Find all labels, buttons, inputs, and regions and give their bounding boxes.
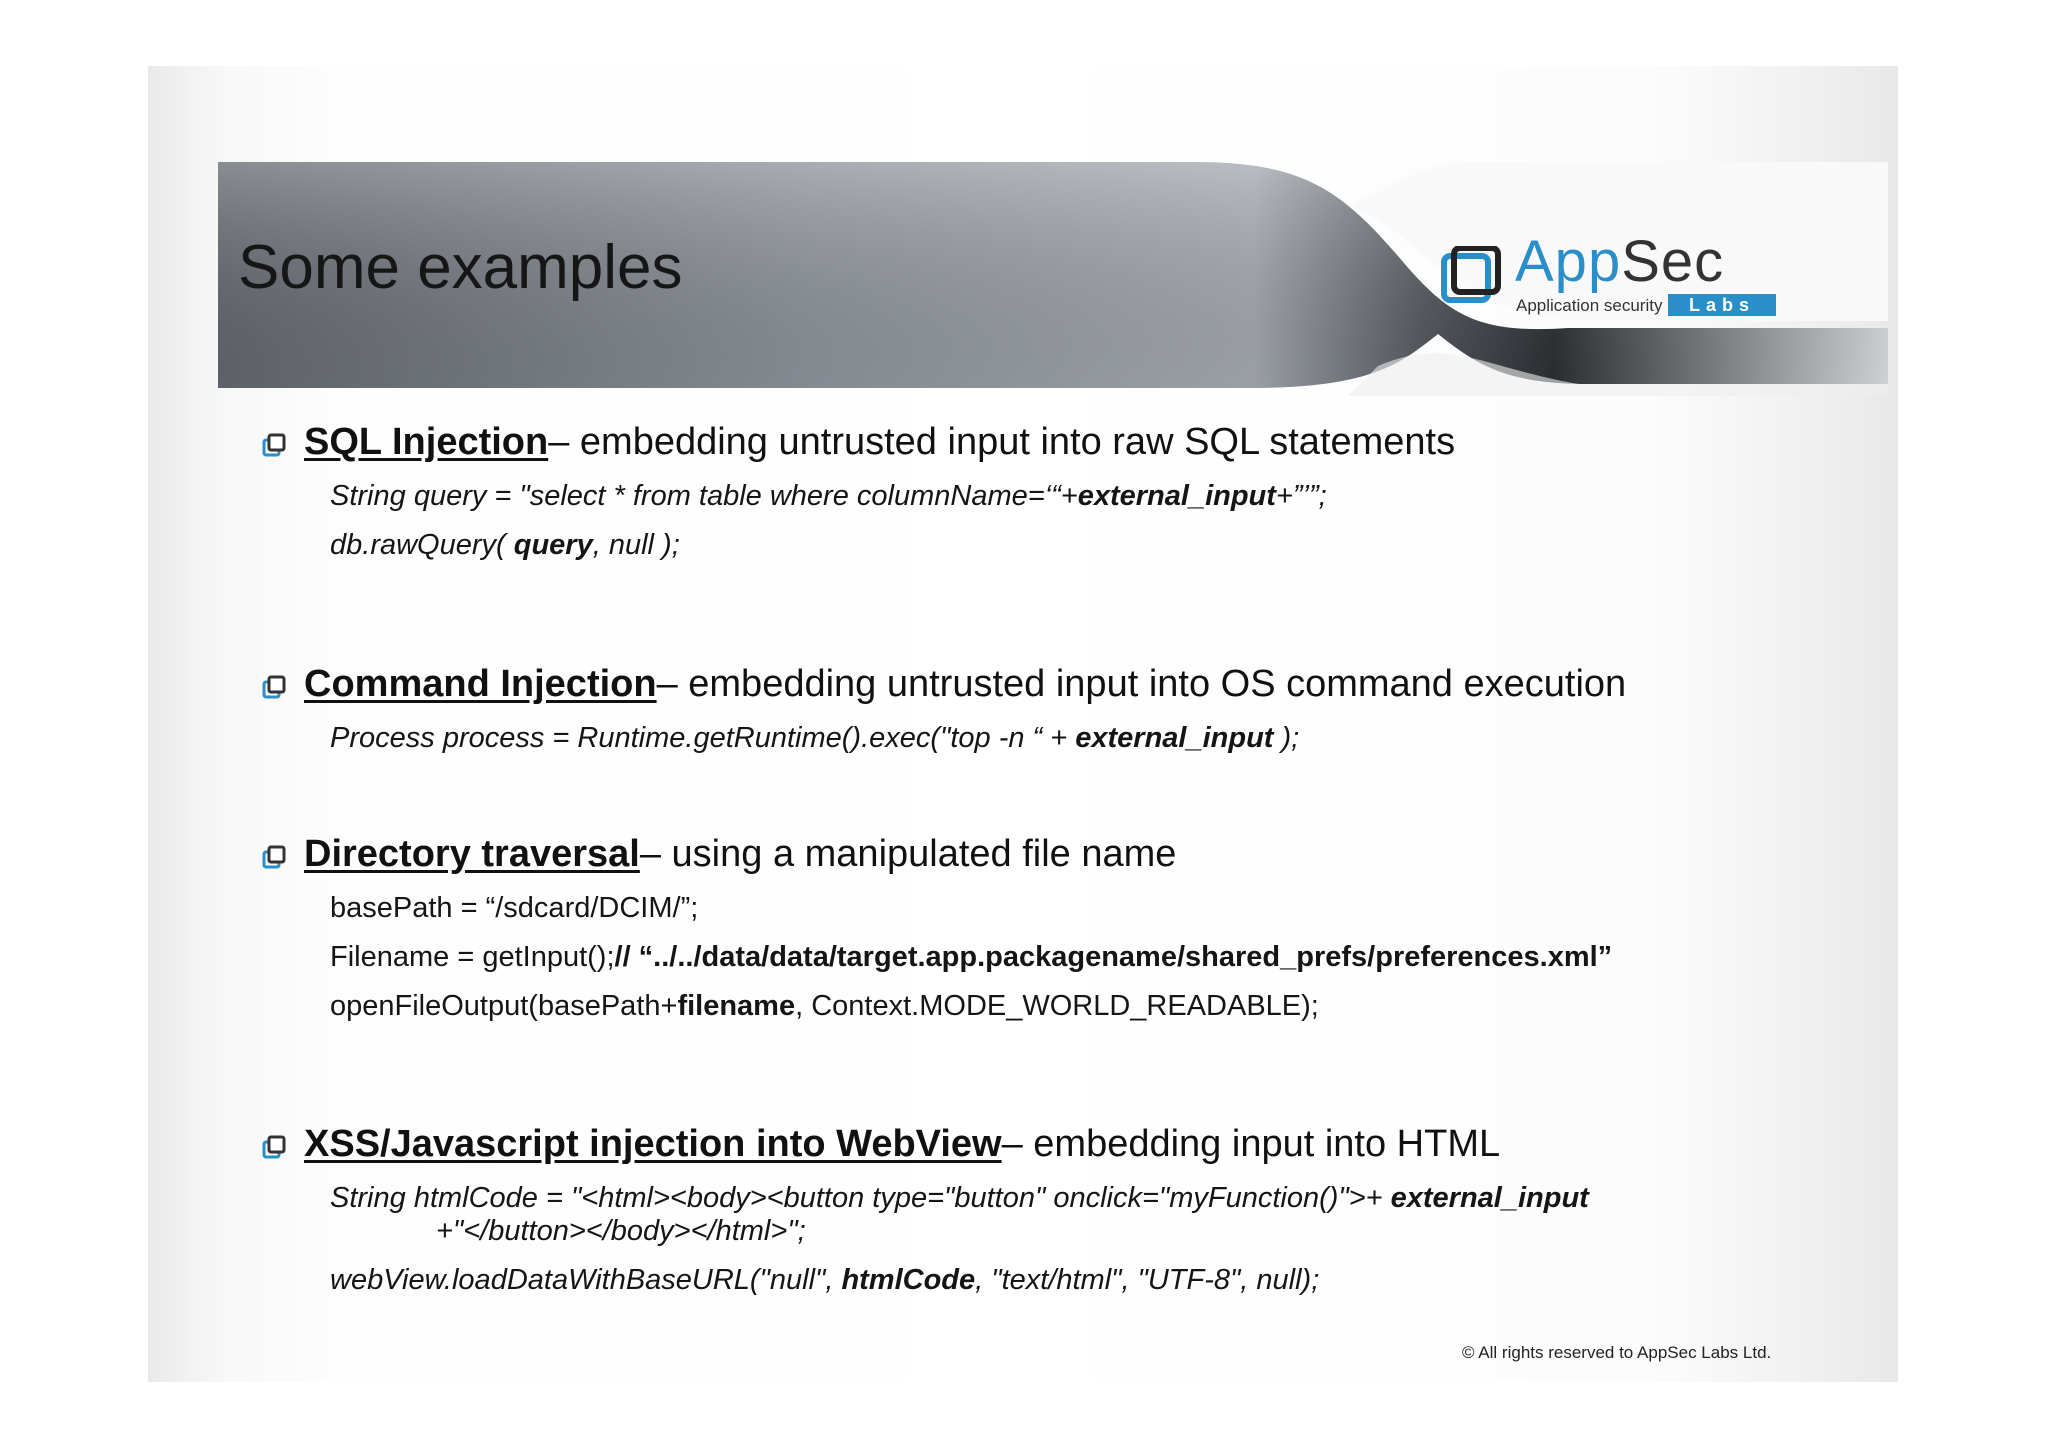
section-description: – embedding input into HTML: [1001, 1123, 1501, 1165]
code-line: basePath = “/sdcard/DCIM/”;: [330, 892, 699, 924]
section-term: SQL Injection: [304, 421, 549, 463]
code-line: webView.loadDataWithBaseURL("null", htmlCode, "text/html", "UTF-8", null);: [330, 1264, 1320, 1296]
bullet-heading: [262, 1123, 1521, 1166]
logo-tagline: Application security: [1516, 296, 1663, 315]
section-description: – embedding untrusted input into raw SQL statements: [548, 421, 1456, 463]
logo-mark-icon: [1440, 246, 1510, 306]
bullet-icon: [262, 675, 286, 699]
code-line: db.rawQuery( query, null );: [330, 529, 680, 561]
section-xss-webview: [262, 1123, 1589, 1297]
logo-wordmark: AppSec: [1515, 229, 1725, 294]
code-line: openFileOutput(basePath+filename, Context.MODE_WORLD_READABLE);: [330, 990, 1319, 1022]
bullet-heading: [262, 421, 1455, 464]
copyright-notice: © All rights reserved to AppSec Labs Ltd.: [1462, 1343, 1772, 1362]
section-directory-traversal: [262, 833, 1613, 1023]
section-term: XSS/Javascript injection into WebView: [304, 1123, 1002, 1165]
appsec-logo: [1440, 229, 1780, 320]
section-command-injection: [262, 663, 1626, 755]
bullet-icon: [262, 1135, 286, 1159]
code-line: String query = "select * from table where columnName=‘“+external_input+”’”;: [330, 480, 1327, 512]
code-line: Process process = Runtime.getRuntime().exec("top -n “ + external_input );: [330, 722, 1300, 754]
bullet-heading: [262, 833, 1544, 876]
logo-labs-badge: Labs: [1668, 294, 1776, 316]
page-title: Some examples: [238, 233, 683, 302]
bullet-icon: [262, 433, 286, 457]
section-sql-injection: [262, 421, 1455, 562]
section-term: Directory traversal: [304, 833, 640, 875]
section-description: – embedding untrusted input into OS command execution: [656, 663, 1627, 705]
section-description: – using a manipulated file name: [639, 833, 1177, 875]
code-line: Filename = getInput();// “../../data/data/target.app.packagename/shared_prefs/preferences.xml”: [330, 941, 1613, 973]
section-term: Command Injection: [304, 663, 657, 705]
code-line: +"</button></body></html>";: [436, 1215, 806, 1247]
bullet-icon: [262, 845, 286, 869]
bullet-heading: [262, 663, 1626, 706]
code-line: String htmlCode = "<html><body><button type="button" onclick="myFunction()">+ external_input: [330, 1182, 1589, 1214]
